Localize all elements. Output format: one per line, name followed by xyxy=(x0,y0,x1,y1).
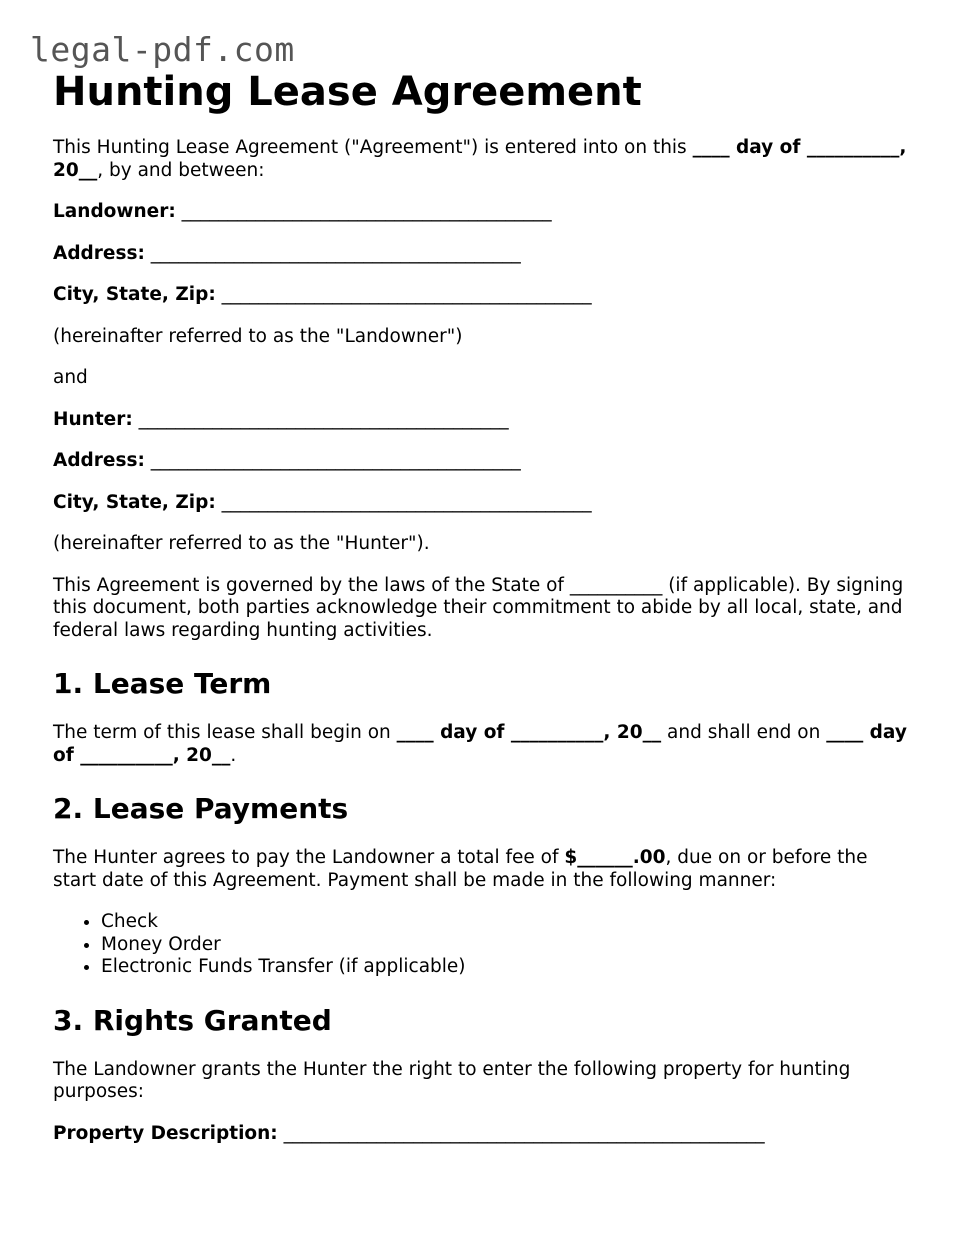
hunter-address-field xyxy=(53,450,913,473)
lease-term-text-2: and shall end on xyxy=(661,722,827,743)
document-title: Hunting Lease Agreement xyxy=(53,69,642,115)
landowner-city-blank: ________________________________________ xyxy=(221,284,592,305)
lease-start-date-blank: ____ day of __________, 20__ xyxy=(396,722,662,743)
section-heading-rights-granted: 3. Rights Granted xyxy=(53,1003,332,1037)
intro-text-after: , by and between: xyxy=(97,159,265,181)
landowner-address-label: Address: xyxy=(53,242,145,264)
fee-amount-blank: $______.00 xyxy=(564,847,666,868)
intro-text-before: This Hunting Lease Agreement ("Agreement") is entered into on this xyxy=(53,137,693,158)
hunter-name-blank: ________________________________________ xyxy=(138,408,509,430)
landowner-address-blank: ________________________________________ xyxy=(150,242,521,264)
watermark: legal-pdf.com xyxy=(30,30,295,69)
section-heading-lease-term: 1. Lease Term xyxy=(53,667,272,700)
landowner-name-field xyxy=(53,201,913,224)
landowner-address-field xyxy=(53,243,913,266)
hunter-address-blank: ________________________________________ xyxy=(150,450,521,471)
list-item: • Check xyxy=(101,911,913,934)
lease-payments-paragraph xyxy=(53,847,913,892)
hunter-city-blank: ________________________________________ xyxy=(221,491,592,513)
document-body xyxy=(53,68,913,1145)
lease-payments-text-2: , due on or before the start date of this Agreement. Payment shall be made in the following manner: xyxy=(53,847,868,891)
landowner-referred-text: (hereinafter referred to as the "Landowner") xyxy=(53,325,463,347)
intro-date-blank: ____ day of __________, 20__ xyxy=(53,137,907,181)
rights-granted-paragraph: The Landowner grants the Hunter the right to enter the following property for hunting purposes: xyxy=(53,1058,851,1102)
lease-payments-text-1: The Hunter agrees to pay the Landowner a total fee of xyxy=(53,847,565,868)
hunter-city-field xyxy=(53,492,913,515)
governing-law-paragraph: This Agreement is governed by the laws of the State of __________ (if applicable). By signing this document, both parties acknowledge their commitment to abide by all local, state, and federal laws regarding hunting activities. xyxy=(53,574,904,641)
property-description-label: Property Description: xyxy=(53,1122,278,1144)
lease-term-text-3: . xyxy=(230,744,237,766)
hunter-city-label: City, State, Zip: xyxy=(53,491,216,513)
hunter-name-field xyxy=(53,409,913,432)
landowner-city-label: City, State, Zip: xyxy=(53,284,216,305)
list-item: • Electronic Funds Transfer (if applicable) xyxy=(101,956,913,979)
hunter-address-label: Address: xyxy=(53,450,145,471)
payment-methods-list xyxy=(53,911,913,979)
property-description-blank: ____________________________________________________ xyxy=(283,1122,765,1144)
list-item: • Money Order xyxy=(101,934,913,957)
landowner-name-label: Landowner: xyxy=(53,201,176,222)
landowner-city-field xyxy=(53,284,913,307)
intro-paragraph xyxy=(53,137,913,182)
and-text: and xyxy=(53,367,88,388)
landowner-name-blank: ________________________________________ xyxy=(181,201,552,222)
hunter-name-label: Hunter: xyxy=(53,408,133,430)
hunter-referred-text: (hereinafter referred to as the "Hunter"). xyxy=(53,533,430,554)
section-heading-lease-payments: 2. Lease Payments xyxy=(53,792,349,825)
lease-end-date-blank: ____ day of __________, 20__ xyxy=(53,722,907,766)
property-description-field xyxy=(53,1123,913,1146)
lease-term-paragraph xyxy=(53,722,913,767)
lease-term-text-1: The term of this lease shall begin on xyxy=(53,722,397,743)
